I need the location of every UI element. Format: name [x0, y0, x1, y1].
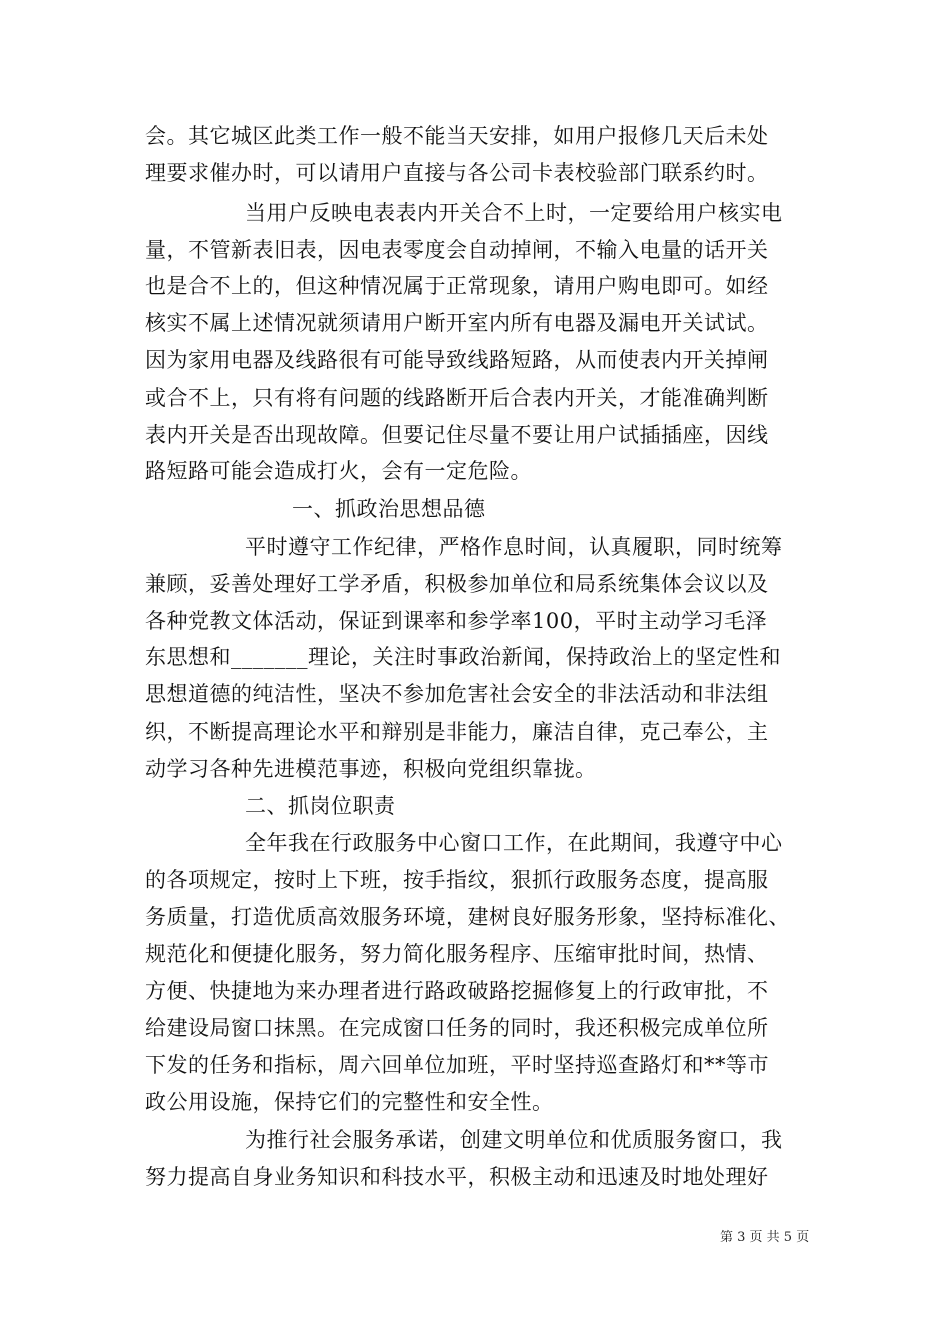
section-heading: 一、抓政治思想品德 — [292, 497, 486, 521]
paragraph-line: 思想道德的纯洁性，坚决不参加危害社会安全的非法活动和非法组 — [145, 682, 769, 706]
paragraph-line: 下发的任务和指标，周六回单位加班，平时坚持巡查路灯和**等市 — [145, 1053, 769, 1077]
paragraph-line: 因为家用电器及线路很有可能导致线路短路，从而使表内开关掉闸 — [145, 348, 769, 372]
paragraph-line: 会。其它城区此类工作一般不能当天安排，如用户报修几天后未处 — [145, 124, 769, 148]
paragraph-line: 表内开关是否出现故障。但要记住尽量不要让用户试插插座，因线 — [145, 423, 769, 447]
paragraph-line: 量，不管新表旧表，因电表零度会自动掉闸，不输入电量的话开关 — [145, 238, 769, 262]
section-heading: 二、抓岗位职责 — [245, 794, 396, 818]
paragraph-line: 理要求催办时，可以请用户直接与各公司卡表校验部门联系约时。 — [145, 161, 769, 185]
paragraph-line: 平时遵守工作纪律，严格作息时间，认真履职，同时统筹 — [245, 535, 783, 559]
paragraph-line: 规范化和便捷化服务，努力简化服务程序、压缩审批时间，热情、 — [145, 942, 769, 966]
paragraph-line: 全年我在行政服务中心窗口工作，在此期间，我遵守中心 — [245, 831, 783, 855]
paragraph-line: 动学习各种先进模范事迹，积极向党组织靠拢。 — [145, 757, 597, 781]
paragraph-line: 也是合不上的，但这种情况属于正常现象，请用户购电即可。如经 — [145, 274, 769, 298]
paragraph-line: 努力提高自身业务知识和科技水平，积极主动和迅速及时地处理好 — [145, 1165, 769, 1189]
paragraph-line: 当用户反映电表表内开关合不上时，一定要给用户核实电 — [245, 201, 783, 225]
paragraph-line: 各种党教文体活动，保证到课率和参学率100，平时主动学习毛泽 — [145, 609, 768, 633]
paragraph-line: 核实不属上述情况就须请用户断开室内所有电器及漏电开关试试。 — [145, 311, 769, 335]
paragraph-line: 或合不上，只有将有问题的线路断开后合表内开关，才能准确判断 — [145, 386, 769, 410]
paragraph-line: 的各项规定，按时上下班，按手指纹，狠抓行政服务态度，提高服 — [145, 868, 769, 892]
paragraph-line: 织，不断提高理论水平和辩别是非能力，廉洁自律，克己奉公，主 — [145, 720, 769, 744]
paragraph-line: 兼顾，妥善处理好工学矛盾，积极参加单位和局系统集体会议以及 — [145, 572, 769, 596]
paragraph-line: 给建设局窗口抹黑。在完成窗口任务的同时，我还积极完成单位所 — [145, 1016, 769, 1040]
paragraph-line: 东思想和_______理论，关注时事政治新闻，保持政治上的坚定性和 — [145, 645, 781, 669]
paragraph-line: 务质量，打造优质高效服务环境，建树良好服务形象，坚持标准化、 — [145, 905, 790, 929]
paragraph-line: 方便、快捷地为来办理者进行路政破路挖掘修复上的行政审批，不 — [145, 979, 769, 1003]
paragraph-line: 为推行社会服务承诺，创建文明单位和优质服务窗口，我 — [245, 1128, 783, 1152]
paragraph-line: 路短路可能会造成打火，会有一定危险。 — [145, 459, 532, 483]
paragraph-line: 政公用设施，保持它们的完整性和安全性。 — [145, 1090, 554, 1114]
page-number: 第 3 页 共 5 页 — [720, 1230, 810, 1245]
